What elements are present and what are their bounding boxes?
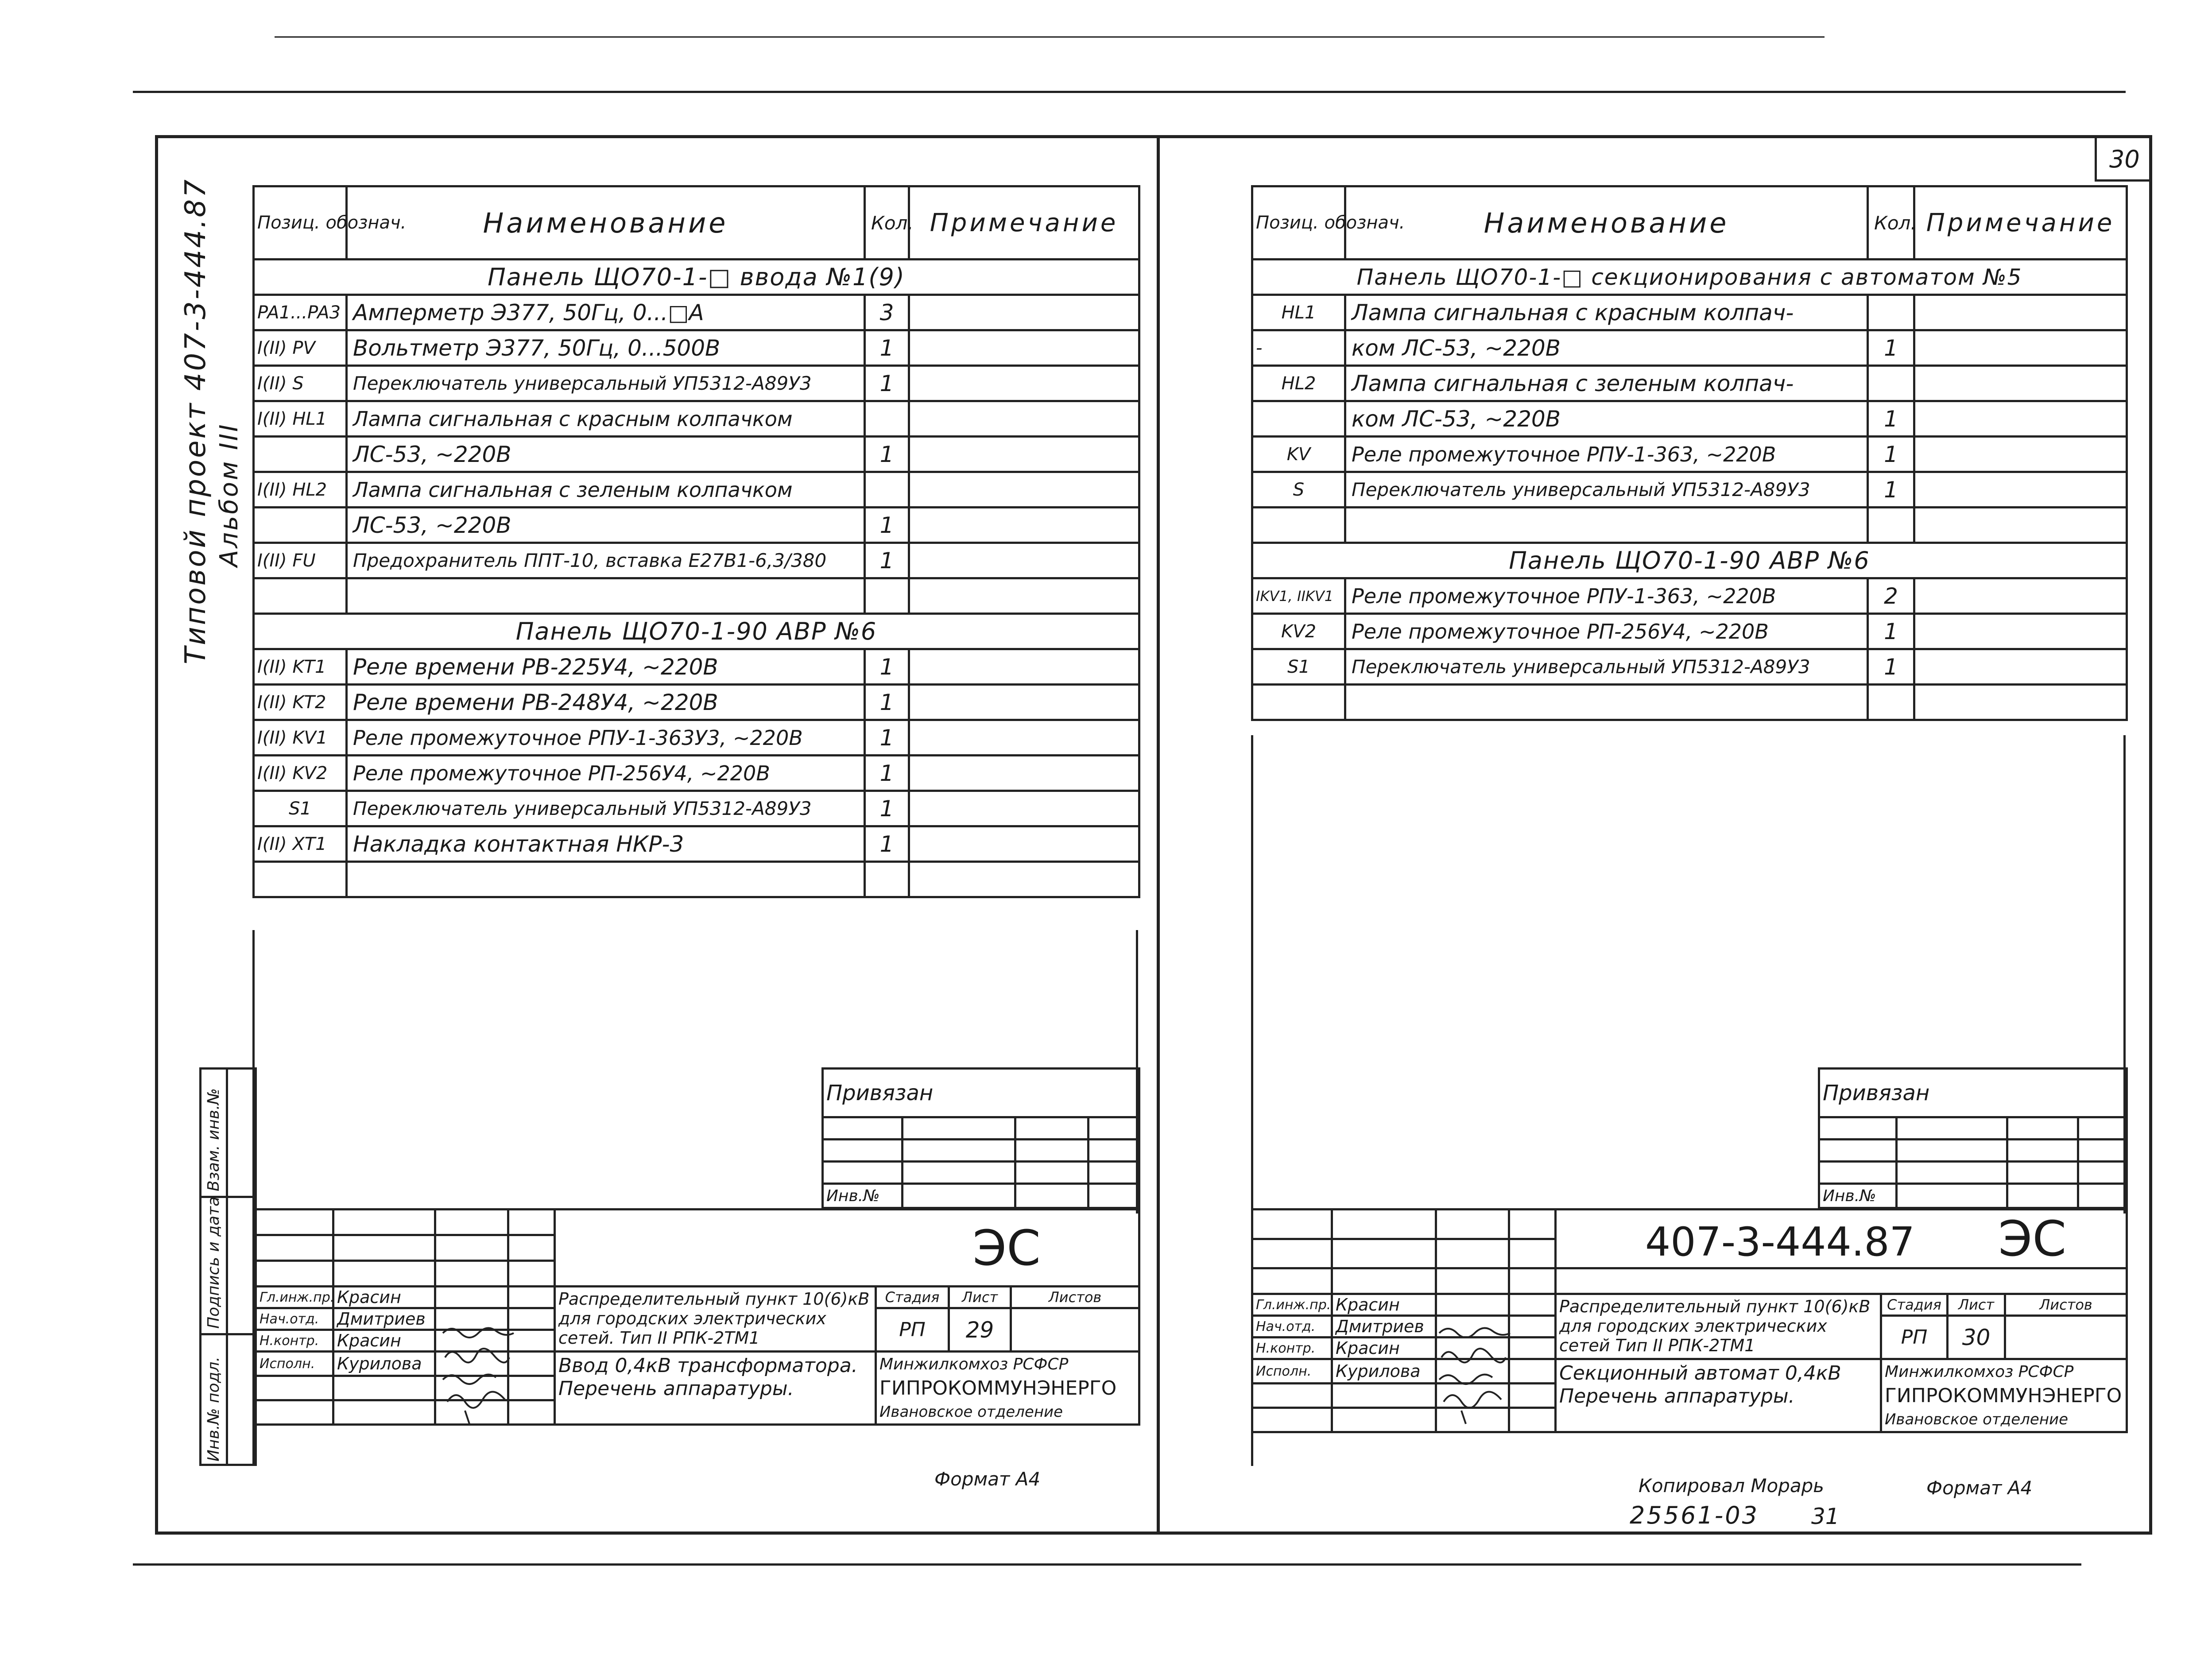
table-row: I(II) XT1 Накладка контактная НКР-3 1 (254, 826, 1139, 862)
table-row (1252, 508, 2127, 543)
table-row: S1 Переключатель универсальный УП5312-А89У3 1 (254, 791, 1139, 826)
table-row: I(II) PV Вольтметр Э377, 50Гц, 0...500В 1 (254, 330, 1139, 366)
header-note: Примечание (909, 186, 1139, 260)
section-title: Панель ЩО70-1-□ секционирования с автоматом №5 (1252, 260, 2127, 295)
table-row: ком ЛС-53, ~220В 1 (1252, 401, 2127, 437)
table-row: PA1...PA3 Амперметр Э377, 50Гц, 0...□A 3 (254, 295, 1139, 330)
side-stamp-h2 (199, 1333, 257, 1335)
left-spec-table (252, 185, 1140, 898)
scan-top-line-2 (133, 91, 2126, 93)
table-row: ЛС-53, ~220В 1 (254, 508, 1139, 543)
left-doc-title-2: Ввод 0,4кВ трансформатора. Перечень аппаратуры. (555, 1352, 876, 1425)
right-doc-title-2: Секционный автомат 0,4кВ Перечень аппаратуры. (1556, 1359, 1881, 1432)
side-stamp-label-2: Подпись и дата (205, 1196, 223, 1329)
left-doc-title-1: Распределительный пункт 10(6)кВ для городских электрических сетей. Тип II РПК-2ТМ1 (555, 1287, 876, 1352)
table-row: KV2 Реле промежуточное РП-256У4, ~220В 1 (1252, 614, 2127, 649)
left-title-block: ЭС Гл.инж.пр. Красин Распределительный пункт 10(6)кВ для городских электрических сетей. Тип II РПК-2ТМ1 Стадия Лист Листов Нач.отд. Дмитриев РП 29 Н.контр. Красин Исполн. Курилова Ввод 0,4кВ трансформатора. Перечень аппаратуры. Минжилкомхоз РСФСР ГИПРОКОММУНЭНЕРГО Ивановское отделение (255, 1208, 1140, 1426)
table-row: KV Реле промежуточное РПУ-1-363, ~220В 1 (1252, 437, 2127, 472)
center-divider (1157, 135, 1160, 1535)
archive-number: 25561-03 (1630, 1501, 1759, 1529)
table-row: I(II) HL1 Лампа сигнальная с красным колпачком (254, 401, 1139, 437)
left-privyazan-grid (821, 1067, 1140, 1209)
archive-sheet: 31 (1811, 1504, 1840, 1529)
table-row: HL2 Лампа сигнальная с зеленым колпач- (1252, 366, 2127, 401)
header-qty: Кол. (1868, 186, 1914, 260)
table-row: I(II) KT1 Реле времени РВ-225У4, ~220В 1 (254, 649, 1139, 685)
right-spec-table (1251, 185, 2128, 721)
right-doc-title-1: Распределительный пункт 10(6)кВ для городских электрических сетей Тип II РПК-2ТМ1 (1556, 1294, 1881, 1359)
inv-label: Инв.№ (823, 1184, 903, 1208)
privyazan-label: Привязан (1819, 1069, 2127, 1117)
header-note: Примечание (1914, 186, 2127, 260)
inv-label: Инв.№ (1819, 1184, 1897, 1208)
table-row (254, 578, 1139, 614)
vertical-album: Альбом III (215, 423, 244, 567)
table-row: I(II) S Переключатель универсальный УП5312-А89У3 1 (254, 366, 1139, 401)
section-title: Панель ЩО70-1-90 АВР №6 (1252, 543, 2127, 578)
header-pos: Позиц. обознач. (254, 186, 347, 260)
right-title-block: 407-3-444.87 ЭС Гл.инж.пр. Красин Распределительный пункт 10(6)кВ для городских электрических сетей Тип II РПК-2ТМ1 Стадия Лист Листов Нач.отд. Дмитриев РП 30 Н.контр. Красин Исполн. Курилова Секционный автомат 0,4кВ Перечень аппаратуры. Минжилкомхоз РСФСР ГИПРОКОММУНЭНЕРГО Ивановское отделение (1251, 1208, 2128, 1433)
header-name: Наименование (347, 186, 865, 260)
side-stamp-label-3: Взам. инв.№ (205, 1088, 223, 1191)
table-row: HL1 Лампа сигнальная с красным колпач- (1252, 295, 2127, 330)
table-row: IKV1, IIKV1 Реле промежуточное РПУ-1-363, ~220В 2 (1252, 578, 2127, 614)
project-code: 407-3-444.87 (1645, 1219, 1915, 1265)
sheet-number: 30 (2109, 145, 2140, 173)
table-row: S1 Переключатель универсальный УП5312-А89У3 1 (1252, 649, 2127, 685)
copied-by: Копировал Морарь (1639, 1475, 1825, 1497)
scan-bottom-line (133, 1563, 2081, 1566)
right-privyazan-grid (1818, 1067, 2128, 1209)
header-name: Наименование (1345, 186, 1868, 260)
table-row (254, 862, 1139, 897)
table-row: I(II) HL2 Лампа сигнальная с зеленым колпачком (254, 472, 1139, 508)
left-format: Формат А4 (934, 1468, 1041, 1490)
doc-code: ЭС (1998, 1210, 2067, 1267)
left-signatures (438, 1322, 527, 1424)
table-row: ЛС-53, ~220В 1 (254, 437, 1139, 472)
right-format: Формат А4 (1926, 1477, 2033, 1499)
side-stamp-label-1: Инв.№ подл. (205, 1357, 223, 1462)
sheet-number-box (2095, 135, 2152, 182)
table-row: I(II) KT2 Реле времени РВ-248У4, ~220В 1 (254, 685, 1139, 720)
table-row: I(II) KV1 Реле промежуточное РПУ-1-363У3, ~220В 1 (254, 720, 1139, 756)
right-signatures (1435, 1322, 1523, 1424)
scan-top-line (275, 36, 1825, 38)
table-row: S Переключатель универсальный УП5312-А89У3 1 (1252, 472, 2127, 508)
table-row (1252, 685, 2127, 720)
side-stamp-divider (226, 1067, 228, 1466)
left-doc-code: ЭС (555, 1210, 1139, 1287)
vertical-project-title: Типовой проект 407-3-444.87 (179, 178, 212, 664)
table-row: I(II) KV2 Реле промежуточное РП-256У4, ~220В 1 (254, 756, 1139, 791)
table-row: I(II) FU Предохранитель ППТ-10, вставка E27В1-6,3/380 1 (254, 543, 1139, 578)
right-project-code (1556, 1210, 2127, 1268)
header-qty: Кол. (865, 186, 909, 260)
privyazan-label: Привязан (823, 1069, 1139, 1117)
section-title: Панель ЩО70-1-90 АВР №6 (254, 614, 1139, 649)
section-title: Панель ЩО70-1-□ ввода №1(9) (254, 260, 1139, 295)
header-pos: Позиц. обознач. (1252, 186, 1345, 260)
table-row: - ком ЛС-53, ~220В 1 (1252, 330, 2127, 366)
